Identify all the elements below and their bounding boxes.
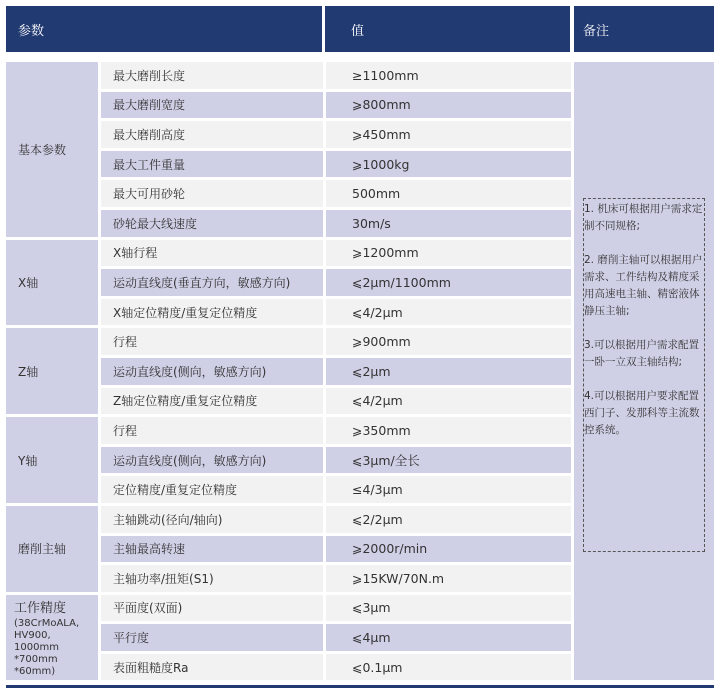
param-value: ⩾1200mm	[326, 240, 571, 267]
param-value: ⩽4μm	[326, 624, 571, 651]
group-label-cell	[6, 595, 98, 681]
group-label: 磨削主轴	[18, 542, 67, 557]
param-name: 平面度(双面)	[101, 595, 323, 622]
param-name: 最大可用砂轮	[101, 180, 323, 207]
bottom-rule	[6, 685, 714, 688]
remark-item: 1. 机床可根据用户需求定制不同规格;	[584, 203, 703, 232]
param-value: ⩽0.1μm	[326, 654, 571, 681]
param-name: 最大磨削长度	[101, 62, 323, 89]
param-name: 表面粗糙度Ra	[101, 654, 323, 681]
param-value: ⩾2000r/min	[326, 536, 571, 563]
param-name: X轴行程	[101, 240, 323, 267]
group-label: 基本参数	[18, 142, 67, 157]
param-value: ⩽2μm/1100mm	[326, 269, 571, 296]
table-row	[6, 62, 714, 89]
group-label-cell	[6, 417, 98, 503]
header-value: 值	[325, 6, 570, 52]
param-name: 主轴最高转速	[101, 536, 323, 563]
remark-item: 3.可以根据用户需求配置一卧一立双主轴结构;	[584, 339, 700, 368]
group-label-cell	[6, 240, 98, 326]
param-name: 主轴功率/扭矩(S1)	[101, 565, 323, 592]
param-name: 主轴跳动(径向/轴向)	[101, 506, 323, 533]
param-value: 500mm	[326, 180, 571, 207]
param-value: ⩽4/2μm	[326, 388, 571, 415]
param-value: ⩽4/2μm	[326, 299, 571, 326]
group-sublabel: (38CrMoALA, HV900, 1000mm *700mm *60mm)	[14, 618, 80, 678]
param-name: 运动直线度(侧向，敏感方向)	[101, 358, 323, 385]
param-value: ⩽2/2μm	[326, 506, 571, 533]
group-label: Z轴	[18, 364, 39, 379]
param-value: ⩽2μm	[326, 358, 571, 385]
param-name: X轴定位精度/重复定位精度	[101, 299, 323, 326]
param-name: 平行度	[101, 624, 323, 651]
param-value: ⩽3μm/全长	[326, 447, 571, 474]
header-remark: 备注	[574, 6, 714, 52]
param-value: 30m/s	[326, 210, 571, 237]
param-name: 定位精度/重复定位精度	[101, 476, 323, 503]
param-value: ⩾450mm	[326, 121, 571, 148]
group-label-cell	[6, 506, 98, 592]
group-label: 工作精度	[14, 601, 67, 617]
param-value: ≤4/3μm	[326, 476, 571, 503]
param-name: 行程	[101, 328, 323, 355]
param-name: 最大磨削高度	[101, 121, 323, 148]
group-label: Y轴	[18, 453, 38, 468]
param-value: ⩾15KW/70N.m	[326, 565, 571, 592]
param-value: ⩾800mm	[326, 92, 571, 119]
param-name: Z轴定位精度/重复定位精度	[101, 388, 323, 415]
param-value: ⩾900mm	[326, 328, 571, 355]
remarks-box	[583, 198, 705, 552]
param-name: 砂轮最大线速度	[101, 210, 323, 237]
group-label: X轴	[18, 275, 39, 290]
group-label-cell	[6, 62, 98, 237]
remark-item: 2. 磨削主轴可以根据用户需求、工件结构及精度采用高速电主轴、精密液体静压主轴;	[584, 254, 703, 317]
param-value: ⩽3μm	[326, 595, 571, 622]
group-label-cell	[6, 328, 98, 414]
param-name: 最大工件重量	[101, 151, 323, 178]
param-value: ⩾1000kg	[326, 151, 571, 178]
remarks-cell	[574, 62, 714, 680]
param-name: 最大磨削宽度	[101, 92, 323, 119]
header-param: 参数	[6, 6, 322, 52]
spec-table	[3, 59, 717, 683]
param-name: 行程	[101, 417, 323, 444]
param-value: ⩾350mm	[326, 417, 571, 444]
param-name: 运动直线度(侧向，敏感方向)	[101, 447, 323, 474]
param-value: ≥1100mm	[326, 62, 571, 89]
remark-item: 4.可以根据用户要求配置西门子、发那科等主流数控系统。	[584, 390, 700, 436]
param-name: 运动直线度(垂直方向，敏感方向)	[101, 269, 323, 296]
